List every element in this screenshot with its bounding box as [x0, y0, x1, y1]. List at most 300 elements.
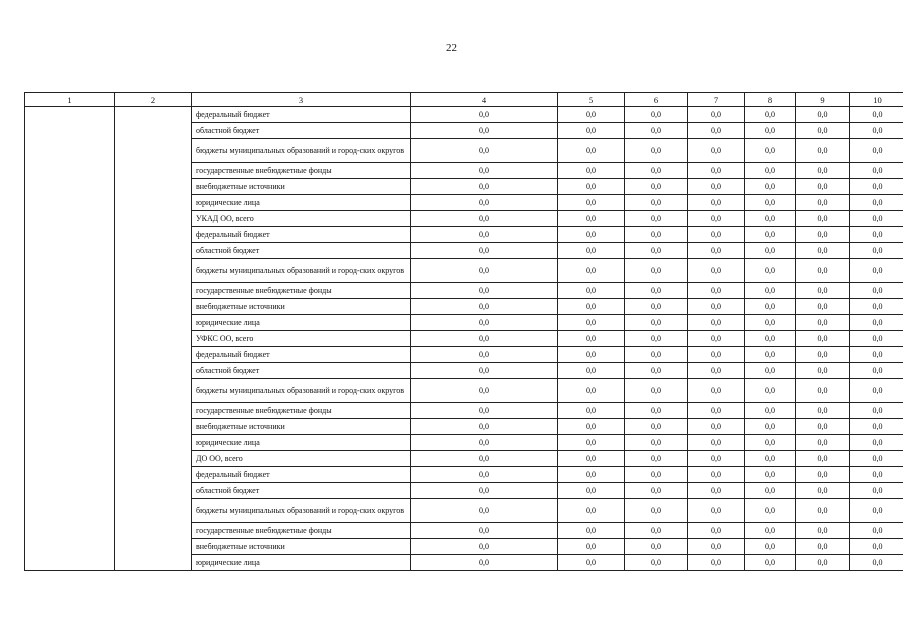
- row-label: государственные внебюджетные фонды: [192, 403, 411, 419]
- value-cell: 0,0: [745, 315, 796, 331]
- value-cell: 0,0: [796, 227, 850, 243]
- value-cell: 0,0: [796, 179, 850, 195]
- empty-cell: [25, 523, 115, 539]
- row-label: федеральный бюджет: [192, 467, 411, 483]
- column-header: 1: [25, 93, 115, 107]
- value-cell: 0,0: [688, 211, 745, 227]
- value-cell: 0,0: [411, 123, 558, 139]
- row-label: федеральный бюджет: [192, 107, 411, 123]
- value-cell: 0,0: [411, 139, 558, 163]
- empty-cell: [25, 467, 115, 483]
- value-cell: 0,0: [411, 211, 558, 227]
- value-cell: 0,0: [625, 163, 688, 179]
- table-row: [25, 163, 903, 179]
- value-cell: 0,0: [625, 259, 688, 283]
- value-cell: 0,0: [745, 259, 796, 283]
- table-row: [25, 467, 903, 483]
- value-cell: 0,0: [850, 379, 903, 403]
- value-cell: 0,0: [558, 379, 625, 403]
- empty-cell: [25, 483, 115, 499]
- table-row: [25, 299, 903, 315]
- row-label: внебюджетные источники: [192, 419, 411, 435]
- column-header: 2: [115, 93, 192, 107]
- value-cell: 0,0: [558, 243, 625, 259]
- value-cell: 0,0: [688, 483, 745, 499]
- table-row: [25, 499, 903, 523]
- value-cell: 0,0: [745, 347, 796, 363]
- value-cell: 0,0: [796, 379, 850, 403]
- value-cell: 0,0: [745, 227, 796, 243]
- value-cell: 0,0: [625, 523, 688, 539]
- value-cell: 0,0: [558, 419, 625, 435]
- value-cell: 0,0: [625, 331, 688, 347]
- value-cell: 0,0: [745, 499, 796, 523]
- value-cell: 0,0: [850, 331, 903, 347]
- value-cell: 0,0: [796, 555, 850, 571]
- value-cell: 0,0: [745, 403, 796, 419]
- column-header: 8: [745, 93, 796, 107]
- table-header-row: [25, 93, 903, 107]
- row-label: юридические лица: [192, 555, 411, 571]
- value-cell: 0,0: [411, 363, 558, 379]
- value-cell: 0,0: [850, 211, 903, 227]
- value-cell: 0,0: [625, 539, 688, 555]
- table-row: [25, 347, 903, 363]
- value-cell: 0,0: [558, 539, 625, 555]
- value-cell: 0,0: [796, 331, 850, 347]
- value-cell: 0,0: [558, 179, 625, 195]
- value-cell: 0,0: [411, 299, 558, 315]
- value-cell: 0,0: [625, 139, 688, 163]
- value-cell: 0,0: [558, 523, 625, 539]
- value-cell: 0,0: [558, 451, 625, 467]
- value-cell: 0,0: [745, 283, 796, 299]
- value-cell: 0,0: [850, 299, 903, 315]
- value-cell: 0,0: [625, 315, 688, 331]
- empty-cell: [25, 259, 115, 283]
- value-cell: 0,0: [688, 163, 745, 179]
- table-row: [25, 315, 903, 331]
- value-cell: 0,0: [850, 315, 903, 331]
- row-label: юридические лица: [192, 195, 411, 211]
- value-cell: 0,0: [796, 243, 850, 259]
- table-row: [25, 243, 903, 259]
- row-label: ДО ОО, всего: [192, 451, 411, 467]
- value-cell: 0,0: [625, 195, 688, 211]
- empty-cell: [115, 379, 192, 403]
- value-cell: 0,0: [558, 163, 625, 179]
- row-label: областной бюджет: [192, 483, 411, 499]
- empty-cell: [115, 195, 192, 211]
- value-cell: 0,0: [558, 139, 625, 163]
- value-cell: 0,0: [850, 539, 903, 555]
- value-cell: 0,0: [625, 379, 688, 403]
- value-cell: 0,0: [688, 179, 745, 195]
- value-cell: 0,0: [411, 379, 558, 403]
- value-cell: 0,0: [411, 451, 558, 467]
- value-cell: 0,0: [411, 435, 558, 451]
- column-header: 9: [796, 93, 850, 107]
- value-cell: 0,0: [688, 227, 745, 243]
- empty-cell: [115, 499, 192, 523]
- empty-cell: [115, 419, 192, 435]
- value-cell: 0,0: [745, 195, 796, 211]
- value-cell: 0,0: [625, 107, 688, 123]
- value-cell: 0,0: [850, 467, 903, 483]
- value-cell: 0,0: [411, 483, 558, 499]
- value-cell: 0,0: [850, 419, 903, 435]
- empty-cell: [115, 123, 192, 139]
- table-row: [25, 363, 903, 379]
- value-cell: 0,0: [745, 211, 796, 227]
- table-row: [25, 483, 903, 499]
- value-cell: 0,0: [745, 243, 796, 259]
- value-cell: 0,0: [558, 107, 625, 123]
- empty-cell: [25, 227, 115, 243]
- empty-cell: [25, 347, 115, 363]
- value-cell: 0,0: [745, 539, 796, 555]
- value-cell: 0,0: [411, 227, 558, 243]
- value-cell: 0,0: [850, 123, 903, 139]
- value-cell: 0,0: [688, 331, 745, 347]
- value-cell: 0,0: [411, 195, 558, 211]
- value-cell: 0,0: [558, 331, 625, 347]
- value-cell: 0,0: [850, 499, 903, 523]
- empty-cell: [115, 451, 192, 467]
- value-cell: 0,0: [850, 555, 903, 571]
- value-cell: 0,0: [625, 451, 688, 467]
- value-cell: 0,0: [745, 555, 796, 571]
- value-cell: 0,0: [688, 243, 745, 259]
- value-cell: 0,0: [688, 523, 745, 539]
- value-cell: 0,0: [796, 451, 850, 467]
- value-cell: 0,0: [688, 283, 745, 299]
- column-header: 10: [850, 93, 903, 107]
- value-cell: 0,0: [411, 347, 558, 363]
- empty-cell: [25, 139, 115, 163]
- value-cell: 0,0: [688, 315, 745, 331]
- value-cell: 0,0: [850, 195, 903, 211]
- empty-cell: [115, 523, 192, 539]
- value-cell: 0,0: [688, 299, 745, 315]
- table-row: [25, 379, 903, 403]
- value-cell: 0,0: [850, 523, 903, 539]
- value-cell: 0,0: [850, 259, 903, 283]
- value-cell: 0,0: [850, 483, 903, 499]
- empty-cell: [25, 539, 115, 555]
- value-cell: 0,0: [625, 283, 688, 299]
- row-label: федеральный бюджет: [192, 227, 411, 243]
- value-cell: 0,0: [796, 283, 850, 299]
- empty-cell: [25, 315, 115, 331]
- row-label: областной бюджет: [192, 243, 411, 259]
- value-cell: 0,0: [850, 139, 903, 163]
- value-cell: 0,0: [850, 179, 903, 195]
- table-row: [25, 123, 903, 139]
- value-cell: 0,0: [625, 227, 688, 243]
- value-cell: 0,0: [558, 211, 625, 227]
- value-cell: 0,0: [796, 419, 850, 435]
- empty-cell: [115, 107, 192, 123]
- row-label: внебюджетные источники: [192, 179, 411, 195]
- value-cell: 0,0: [411, 107, 558, 123]
- empty-cell: [25, 211, 115, 227]
- row-label: государственные внебюджетные фонды: [192, 163, 411, 179]
- value-cell: 0,0: [558, 363, 625, 379]
- value-cell: 0,0: [688, 435, 745, 451]
- value-cell: 0,0: [625, 179, 688, 195]
- empty-cell: [115, 163, 192, 179]
- empty-cell: [115, 299, 192, 315]
- value-cell: 0,0: [796, 539, 850, 555]
- value-cell: 0,0: [745, 379, 796, 403]
- value-cell: 0,0: [796, 363, 850, 379]
- value-cell: 0,0: [796, 163, 850, 179]
- column-header: 6: [625, 93, 688, 107]
- empty-cell: [25, 499, 115, 523]
- row-label: юридические лица: [192, 435, 411, 451]
- table-row: [25, 331, 903, 347]
- empty-cell: [115, 467, 192, 483]
- value-cell: 0,0: [745, 331, 796, 347]
- empty-cell: [25, 331, 115, 347]
- value-cell: 0,0: [688, 363, 745, 379]
- value-cell: 0,0: [625, 403, 688, 419]
- value-cell: 0,0: [850, 227, 903, 243]
- value-cell: 0,0: [411, 419, 558, 435]
- empty-cell: [115, 331, 192, 347]
- empty-cell: [25, 419, 115, 435]
- value-cell: 0,0: [688, 139, 745, 163]
- value-cell: 0,0: [411, 539, 558, 555]
- value-cell: 0,0: [625, 467, 688, 483]
- value-cell: 0,0: [625, 211, 688, 227]
- value-cell: 0,0: [688, 539, 745, 555]
- column-header: 7: [688, 93, 745, 107]
- value-cell: 0,0: [745, 107, 796, 123]
- value-cell: 0,0: [688, 107, 745, 123]
- value-cell: 0,0: [625, 299, 688, 315]
- empty-cell: [115, 315, 192, 331]
- row-label: государственные внебюджетные фонды: [192, 523, 411, 539]
- empty-cell: [115, 227, 192, 243]
- table-body: [25, 107, 903, 571]
- value-cell: 0,0: [745, 451, 796, 467]
- empty-cell: [25, 163, 115, 179]
- value-cell: 0,0: [745, 299, 796, 315]
- table-row: [25, 179, 903, 195]
- empty-cell: [25, 299, 115, 315]
- value-cell: 0,0: [411, 179, 558, 195]
- value-cell: 0,0: [688, 403, 745, 419]
- value-cell: 0,0: [796, 315, 850, 331]
- value-cell: 0,0: [625, 499, 688, 523]
- value-cell: 0,0: [688, 195, 745, 211]
- table-row: [25, 211, 903, 227]
- row-label: областной бюджет: [192, 363, 411, 379]
- value-cell: 0,0: [745, 139, 796, 163]
- empty-cell: [25, 243, 115, 259]
- table-row: [25, 227, 903, 243]
- value-cell: 0,0: [745, 419, 796, 435]
- value-cell: 0,0: [411, 467, 558, 483]
- value-cell: 0,0: [625, 435, 688, 451]
- value-cell: 0,0: [796, 467, 850, 483]
- value-cell: 0,0: [688, 467, 745, 483]
- value-cell: 0,0: [850, 283, 903, 299]
- value-cell: 0,0: [558, 227, 625, 243]
- empty-cell: [25, 363, 115, 379]
- empty-cell: [115, 211, 192, 227]
- value-cell: 0,0: [411, 555, 558, 571]
- value-cell: 0,0: [558, 259, 625, 283]
- empty-cell: [115, 363, 192, 379]
- value-cell: 0,0: [796, 299, 850, 315]
- column-header: 4: [411, 93, 558, 107]
- value-cell: 0,0: [688, 555, 745, 571]
- value-cell: 0,0: [796, 211, 850, 227]
- row-label: федеральный бюджет: [192, 347, 411, 363]
- value-cell: 0,0: [796, 403, 850, 419]
- value-cell: 0,0: [558, 315, 625, 331]
- empty-cell: [115, 179, 192, 195]
- table-row: [25, 523, 903, 539]
- empty-cell: [115, 483, 192, 499]
- value-cell: 0,0: [411, 315, 558, 331]
- value-cell: 0,0: [411, 243, 558, 259]
- empty-cell: [115, 555, 192, 571]
- value-cell: 0,0: [558, 483, 625, 499]
- value-cell: 0,0: [688, 259, 745, 283]
- empty-cell: [115, 403, 192, 419]
- table-row: [25, 139, 903, 163]
- value-cell: 0,0: [745, 163, 796, 179]
- value-cell: 0,0: [850, 163, 903, 179]
- value-cell: 0,0: [796, 523, 850, 539]
- table-row: [25, 259, 903, 283]
- empty-cell: [115, 435, 192, 451]
- value-cell: 0,0: [796, 123, 850, 139]
- value-cell: 0,0: [850, 243, 903, 259]
- row-label: бюджеты муниципальных образований и город-ских округов: [192, 499, 411, 523]
- value-cell: 0,0: [796, 499, 850, 523]
- value-cell: 0,0: [411, 163, 558, 179]
- empty-cell: [115, 347, 192, 363]
- table-row: [25, 555, 903, 571]
- table-row: [25, 435, 903, 451]
- value-cell: 0,0: [411, 331, 558, 347]
- row-label: бюджеты муниципальных образований и город-ских округов: [192, 139, 411, 163]
- row-label: бюджеты муниципальных образований и город-ских округов: [192, 259, 411, 283]
- row-label: внебюджетные источники: [192, 299, 411, 315]
- column-header: 5: [558, 93, 625, 107]
- table-row: [25, 107, 903, 123]
- empty-cell: [25, 123, 115, 139]
- value-cell: 0,0: [411, 499, 558, 523]
- empty-cell: [115, 539, 192, 555]
- value-cell: 0,0: [558, 555, 625, 571]
- value-cell: 0,0: [796, 195, 850, 211]
- table-row: [25, 539, 903, 555]
- value-cell: 0,0: [745, 435, 796, 451]
- value-cell: 0,0: [411, 403, 558, 419]
- row-label: юридические лица: [192, 315, 411, 331]
- budget-table: [24, 92, 903, 571]
- row-label: государственные внебюджетные фонды: [192, 283, 411, 299]
- value-cell: 0,0: [688, 499, 745, 523]
- value-cell: 0,0: [558, 195, 625, 211]
- value-cell: 0,0: [688, 419, 745, 435]
- empty-cell: [25, 283, 115, 299]
- value-cell: 0,0: [558, 299, 625, 315]
- value-cell: 0,0: [745, 123, 796, 139]
- value-cell: 0,0: [796, 347, 850, 363]
- value-cell: 0,0: [558, 499, 625, 523]
- table-row: [25, 451, 903, 467]
- value-cell: 0,0: [625, 419, 688, 435]
- value-cell: 0,0: [796, 435, 850, 451]
- value-cell: 0,0: [850, 451, 903, 467]
- page-number: 22: [446, 42, 457, 54]
- empty-cell: [115, 243, 192, 259]
- row-label: бюджеты муниципальных образований и город-ских округов: [192, 379, 411, 403]
- empty-cell: [25, 379, 115, 403]
- value-cell: 0,0: [745, 483, 796, 499]
- empty-cell: [115, 283, 192, 299]
- row-label: областной бюджет: [192, 123, 411, 139]
- value-cell: 0,0: [796, 483, 850, 499]
- empty-cell: [25, 403, 115, 419]
- empty-cell: [25, 195, 115, 211]
- table-row: [25, 195, 903, 211]
- value-cell: 0,0: [745, 467, 796, 483]
- value-cell: 0,0: [625, 483, 688, 499]
- value-cell: 0,0: [625, 347, 688, 363]
- value-cell: 0,0: [688, 347, 745, 363]
- value-cell: 0,0: [850, 363, 903, 379]
- value-cell: 0,0: [745, 523, 796, 539]
- value-cell: 0,0: [796, 139, 850, 163]
- value-cell: 0,0: [411, 523, 558, 539]
- value-cell: 0,0: [850, 435, 903, 451]
- value-cell: 0,0: [558, 283, 625, 299]
- value-cell: 0,0: [411, 283, 558, 299]
- empty-cell: [25, 435, 115, 451]
- value-cell: 0,0: [625, 363, 688, 379]
- value-cell: 0,0: [625, 123, 688, 139]
- value-cell: 0,0: [796, 107, 850, 123]
- value-cell: 0,0: [850, 403, 903, 419]
- value-cell: 0,0: [745, 179, 796, 195]
- row-label: УКАД ОО, всего: [192, 211, 411, 227]
- value-cell: 0,0: [558, 123, 625, 139]
- table-row: [25, 403, 903, 419]
- empty-cell: [115, 259, 192, 283]
- value-cell: 0,0: [850, 107, 903, 123]
- value-cell: 0,0: [558, 347, 625, 363]
- row-label: внебюджетные источники: [192, 539, 411, 555]
- empty-cell: [25, 451, 115, 467]
- value-cell: 0,0: [558, 403, 625, 419]
- value-cell: 0,0: [558, 435, 625, 451]
- value-cell: 0,0: [850, 347, 903, 363]
- value-cell: 0,0: [688, 379, 745, 403]
- empty-cell: [25, 555, 115, 571]
- value-cell: 0,0: [796, 259, 850, 283]
- value-cell: 0,0: [745, 363, 796, 379]
- value-cell: 0,0: [625, 243, 688, 259]
- value-cell: 0,0: [625, 555, 688, 571]
